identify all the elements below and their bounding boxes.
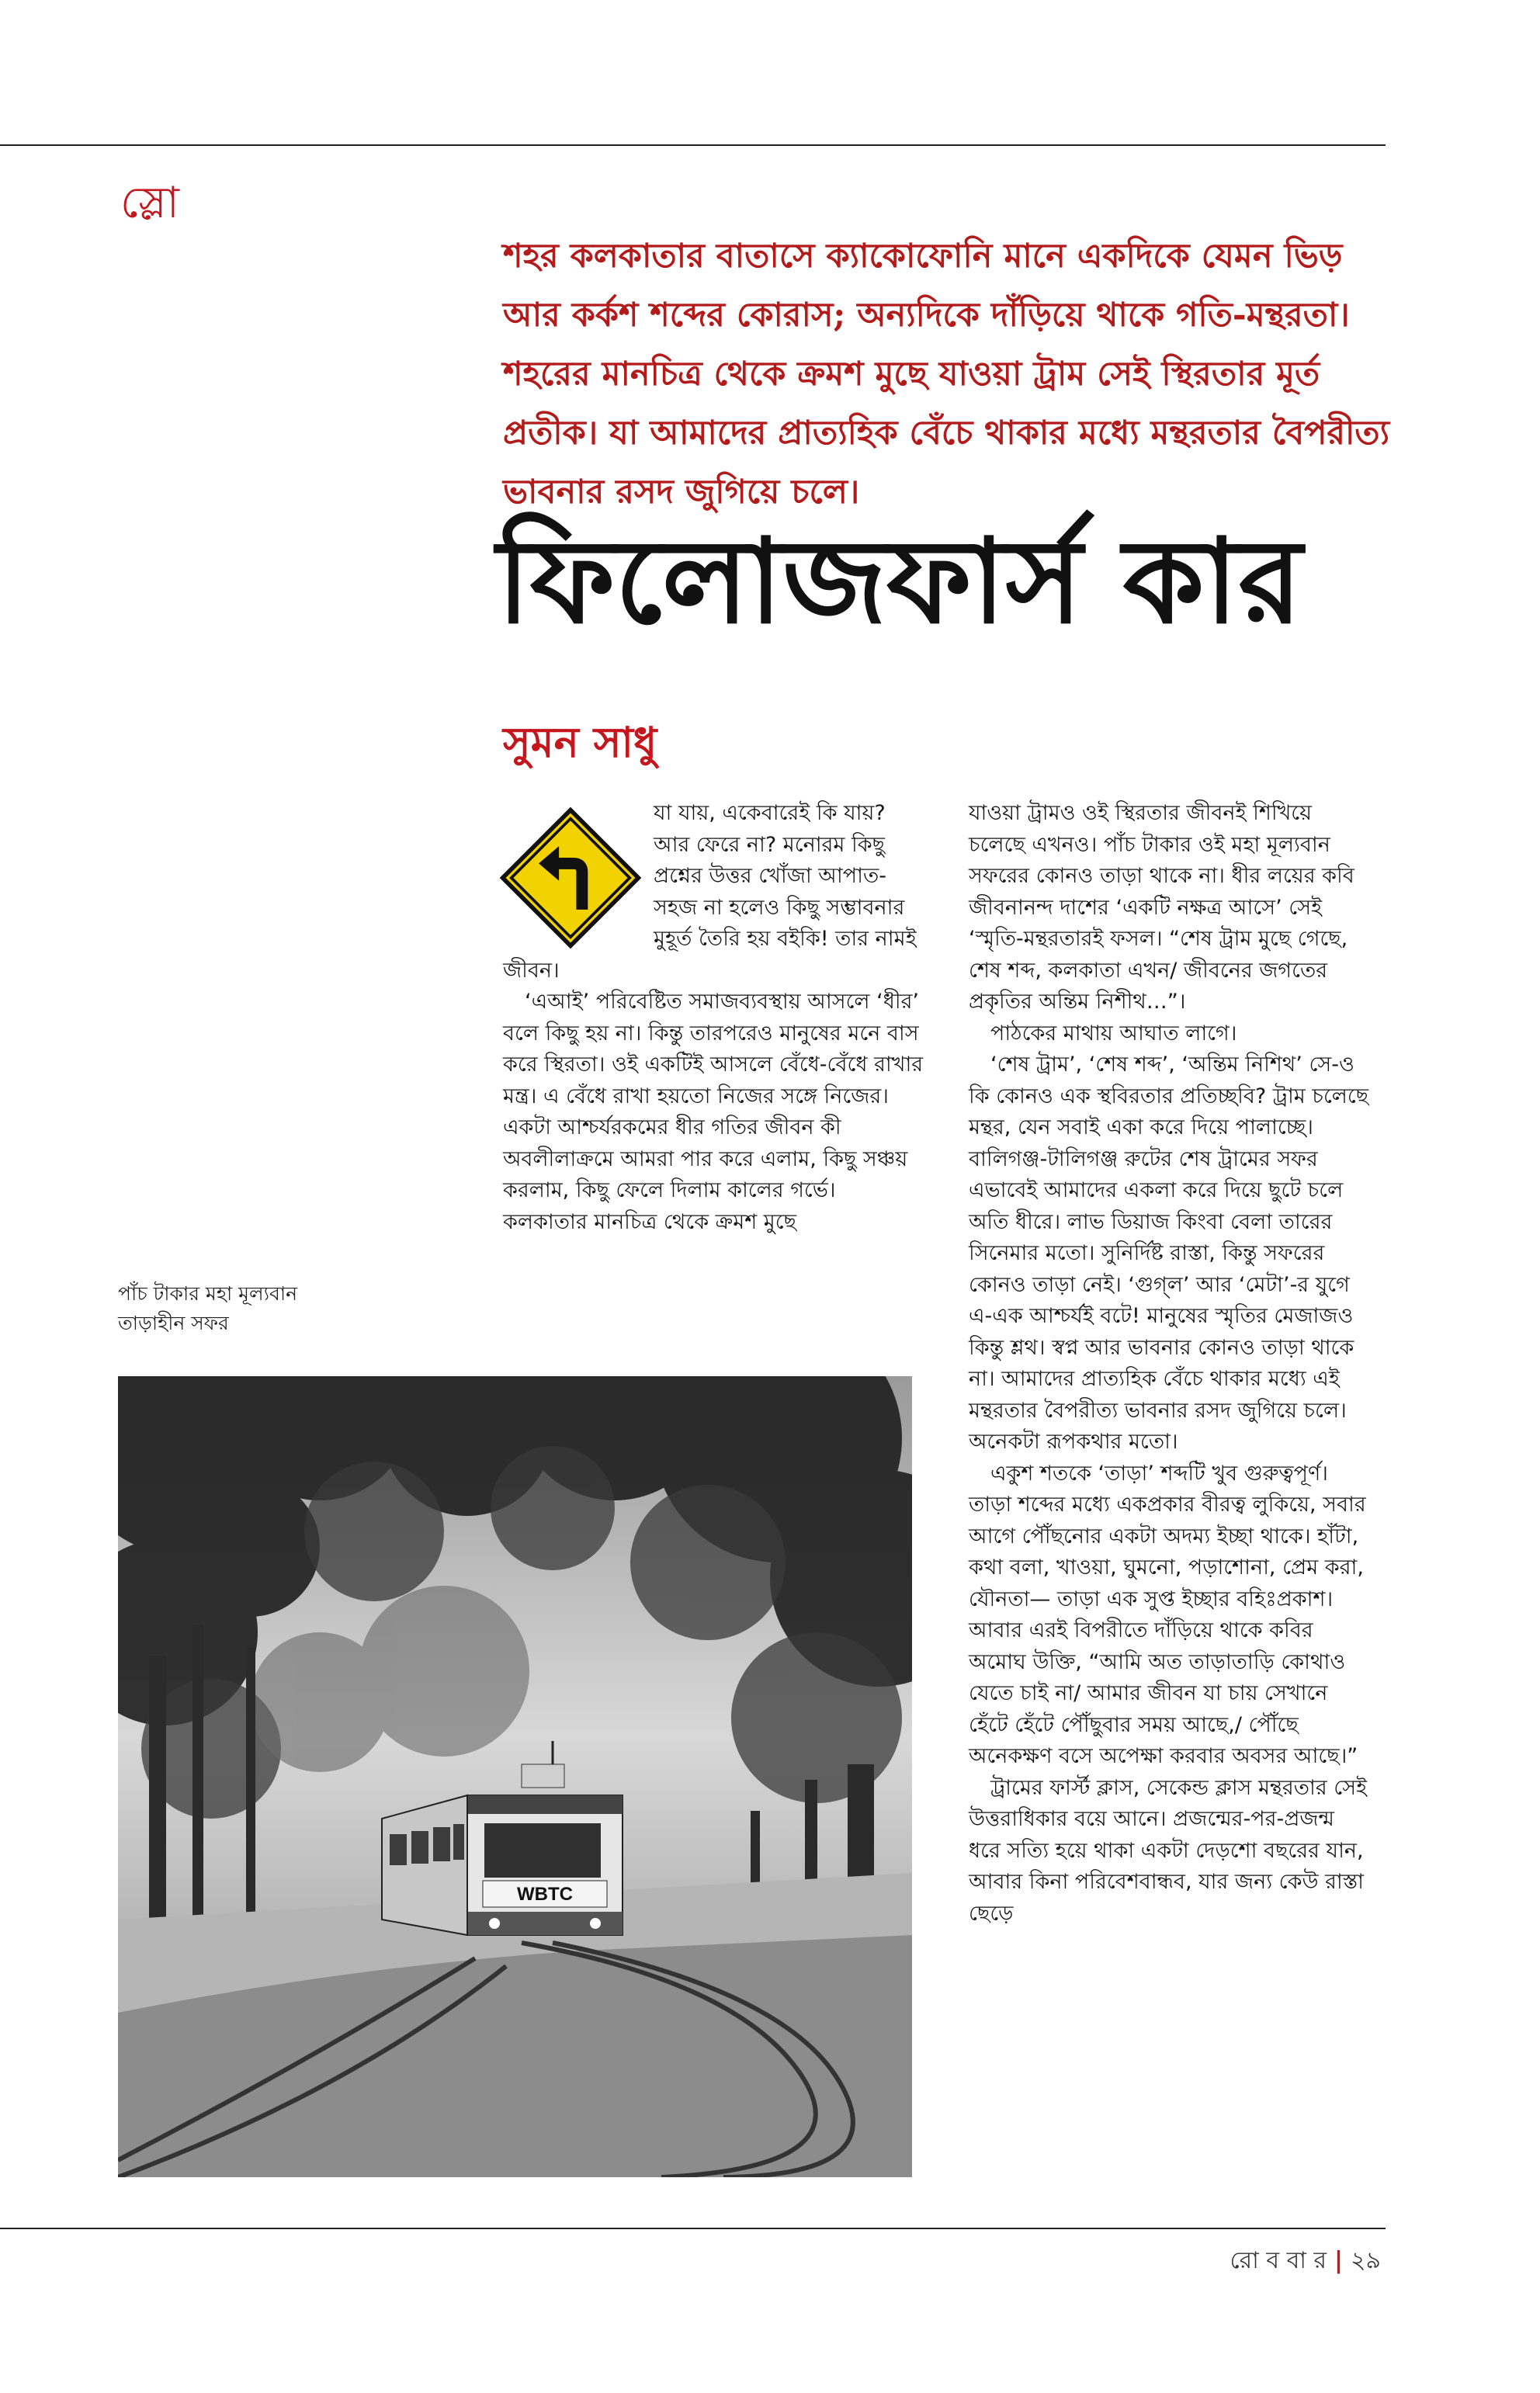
tram-label: WBTC xyxy=(517,1884,573,1905)
body-paragraph: যাওয়া ট্রামও ওই স্থিরতার জীবনই শিখিয়ে চলেছে এখনও। পাঁচ টাকার ওই মহা মূল্যবান সফরের কোনও তাড়া থাকে না। ধীর লয়ের কবি জীবনানন্দ দাশের ‘একটি নক্ষত্র আসে’ সেই ‘স্মৃতি-মন্থরতারই ফসল। “শেষ ট্রাম মুছে গেছে, শেষ শব্দ, কলকাতা এখন/ জীবনের জগতের প্রকৃতির অন্তিম নিশীথ…”। xyxy=(969,801,1354,1014)
bottom-rule xyxy=(0,2228,1386,2229)
intro-paragraph: শহর কলকাতার বাতাসে ক্যাকোফোনি মানে একদিকে যেমন ভিড় আর কর্কশ শব্দের কোরাস; অন্যদিকে দাঁড়িয়ে থাকে গতি-মন্থরতা। শহরের মানচিত্র থেকে ক্রমশ মুছে যাওয়া ট্রাম সেই স্থিরতার মূর্ত প্রতীক। যা আমাদের প্রাত্যহিক বেঁচে থাকার মধ্যে মন্থরতার বৈপরীত্য ভাবনার রসদ জুগিয়ে চলে। xyxy=(503,237,1390,512)
page-number: ২৯ xyxy=(1351,2247,1381,2274)
section-label: স্লো xyxy=(120,178,179,228)
body-paragraph: পাঠকের মাথায় আঘাত লাগে। xyxy=(990,1021,1237,1046)
headline: ফিলোজফার্স কার xyxy=(497,515,1302,650)
tram-photo xyxy=(118,1376,912,2177)
magazine-name: রো ব বা র xyxy=(1230,2247,1327,2274)
body-paragraph: ট্রামের ফার্স্ট ক্লাস, সেকেন্ড ক্লাস মন্থরতার সেই উত্তরাধিকার বয়ে আনে। প্রজন্মের-পর-প্রজন্ম ধরে সত্যি হয়ে থাকা একটা দেড়শো বছরের যান, আবার কিনা পরিবেশবান্ধব, যার জন্য কেউ রাস্তা ছেড়ে xyxy=(969,1775,1368,1926)
body-paragraph: যা যায়, একেবারেই কি যায়? আর ফেরে না? মনোরম কিছু প্রশ্নের উত্তর খোঁজা আপাত-সহজ না হলেও কিছু সম্ভাবনার মুহূর্ত তৈরি হয় বইকি! তার নামই জীবন। xyxy=(503,801,917,983)
turn-left-sign-icon xyxy=(498,806,643,950)
body-column-right xyxy=(969,798,1372,1930)
body-column-left xyxy=(503,798,926,1238)
top-rule xyxy=(0,144,1386,146)
photo-caption: পাঁচ টাকার মহা মূল্যবান তাড়াহীন সফর xyxy=(118,1282,298,1334)
page-footer xyxy=(1230,2242,1381,2281)
author-byline: সুমন সাধু xyxy=(503,718,657,767)
body-paragraph: ‘এআই’ পরিবেষ্টিত সমাজব্যবস্থায় আসলে ‘ধীর’ বলে কিছু হয় না। কিন্তু তারপরেও মানুষের মনে বাস করে স্থিরতা। ওই একটিই আসলে বেঁধে-বেঁধে রাখার মন্ত্র। এ বেঁধে রাখা হয়তো নিজের সঙ্গে নিজের। একটা আশ্চর্যরকমের ধীর গতির জীবন কী অবলীলাক্রমে আমরা পার করে এলাম, কিছু সঞ্চয় করলাম, কিছু ফেলে দিলাম কালের গর্ভে। কলকাতার মানচিত্র থেকে ক্রমশ মুছে xyxy=(503,990,924,1234)
body-paragraph: ‘শেষ ট্রাম’, ‘শেষ শব্দ’, ‘অন্তিম নিশিথ’ সে-ও কি কোনও এক স্থবিরতার প্রতিচ্ছবি? ট্রাম চলেছে মন্থর, যেন সবাই একা করে দিয়ে পালাচ্ছে। বালিগঞ্জ-টালিগঞ্জ রুটের শেষ ট্রামের সফর এভাবেই আমাদের একলা করে দিয়ে ছুটে চলে অতি ধীরে। লাভ ডিয়াজ কিংবা বেলা তারের সিনেমার মতো। সুনির্দিষ্ট রাস্তা, কিন্তু সফরের কোনও তাড়া নেই। ‘গুগ্‌ল’ আর ‘মেটা’-র যুগে এ-এক আশ্চর্যই বটে! মানুষের স্মৃতির মেজাজও কিন্তু শ্লথ। স্বপ্ন আর ভাবনার কোনও তাড়া থাকে না। আমাদের প্রাত্যহিক বেঁচে থাকার মধ্যে এই মন্থরতার বৈপরীত্য ভাবনার রসদ জুগিয়ে চলে। অনেকটা রূপকথার মতো। xyxy=(969,1053,1369,1454)
footer-divider: | xyxy=(1334,2247,1344,2274)
body-paragraph: একুশ শতকে ‘তাড়া’ শব্দটি খুব গুরুত্বপূর্ণ। তাড়া শব্দের মধ্যে একপ্রকার বীরত্ব লুকিয়ে, সবার আগে পৌঁছনোর একটা অদম্য ইচ্ছা থাকে। হাঁটা, কথা বলা, খাওয়া, ঘুমনো, পড়াশোনা, প্রেম করা, যৌনতা— তাড়া এক সুপ্ত ইচ্ছার বহিঃপ্রকাশ। আবার এরই বিপরীতে দাঁড়িয়ে থাকে কবির অমোঘ উক্তি, “আমি অত তাড়াতাড়ি কোথাও যেতে চাই না/ আমার জীবন যা চায় সেখানে হেঁটে হেঁটে পৌঁছুবার সময় আছে,/ পৌঁছে অনেকক্ষণ বসে অপেক্ষা করবার অবসর আছে।” xyxy=(969,1461,1366,1768)
